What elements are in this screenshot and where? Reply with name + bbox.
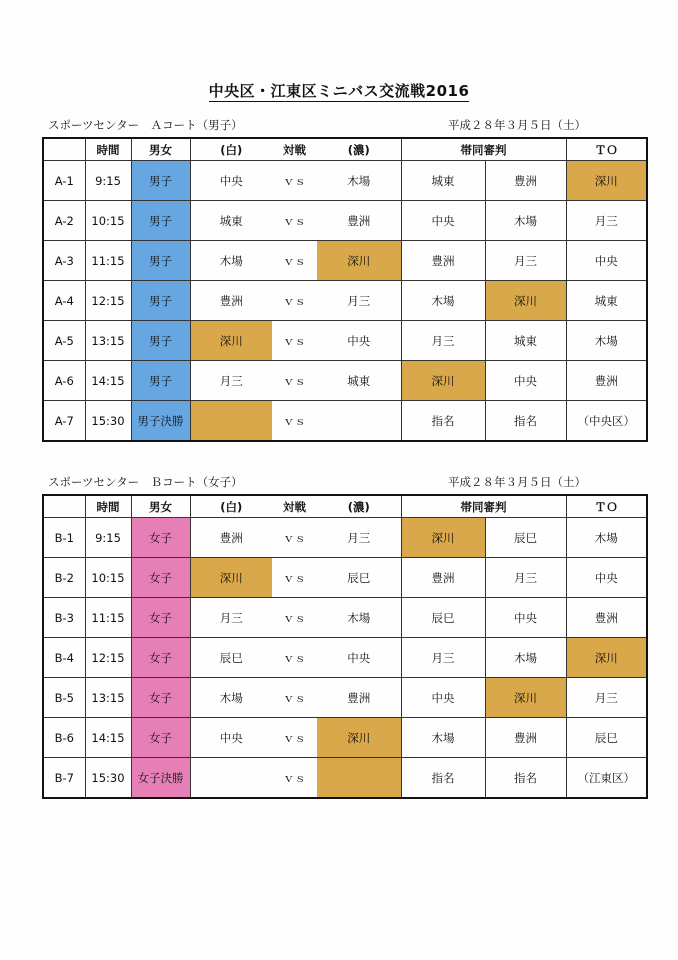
cell-referee-2: 指名	[485, 401, 566, 442]
cell-gender: 女子決勝	[131, 758, 190, 799]
cell-game-id: B-3	[43, 598, 85, 638]
cell-game-id: B-4	[43, 638, 85, 678]
cell-dark-team: 城東	[317, 361, 401, 401]
cell-referee-1: 深川	[401, 518, 485, 558]
cell-dark-team: 木場	[317, 598, 401, 638]
header-to: ＴＯ	[566, 138, 647, 161]
header-white: (白)	[190, 495, 272, 518]
schedule-table-b	[42, 494, 648, 799]
section-b-venue: スポーツセンター Ｂコート（女子）	[48, 475, 243, 489]
table-row	[43, 401, 647, 442]
cell-referee-2: 中央	[485, 361, 566, 401]
cell-to: 月三	[566, 201, 647, 241]
header-gender: 男女	[131, 495, 190, 518]
cell-gender: 男子	[131, 161, 190, 201]
cell-dark-team: 木場	[317, 161, 401, 201]
cell-time: 13:15	[85, 321, 131, 361]
table-header-row	[43, 138, 647, 161]
cell-to: 豊洲	[566, 598, 647, 638]
cell-vs: ｖｓ	[272, 241, 317, 281]
cell-gender: 女子	[131, 678, 190, 718]
cell-vs: ｖｓ	[272, 401, 317, 442]
cell-white-team: 中央	[190, 718, 272, 758]
cell-white-team: 豊洲	[190, 281, 272, 321]
cell-referee-2: 指名	[485, 758, 566, 799]
table-row	[43, 558, 647, 598]
cell-white-team: 城東	[190, 201, 272, 241]
cell-referee-1: 指名	[401, 401, 485, 442]
cell-game-id: B-6	[43, 718, 85, 758]
cell-dark-team: 深川	[317, 718, 401, 758]
table-header-row	[43, 495, 647, 518]
header-match: 対戦	[272, 495, 317, 518]
cell-time: 9:15	[85, 161, 131, 201]
table-row	[43, 321, 647, 361]
table-row	[43, 678, 647, 718]
cell-white-team	[190, 401, 272, 442]
cell-gender: 女子	[131, 518, 190, 558]
cell-referee-2: 中央	[485, 598, 566, 638]
cell-dark-team: 月三	[317, 281, 401, 321]
cell-referee-1: 月三	[401, 638, 485, 678]
cell-to: 豊洲	[566, 361, 647, 401]
cell-game-id: A-7	[43, 401, 85, 442]
cell-game-id: B-1	[43, 518, 85, 558]
cell-to: 辰巳	[566, 718, 647, 758]
header-dark: (濃)	[317, 138, 401, 161]
table-row	[43, 201, 647, 241]
header-white: (白)	[190, 138, 272, 161]
header-to: ＴＯ	[566, 495, 647, 518]
table-row	[43, 518, 647, 558]
cell-dark-team: 辰巳	[317, 558, 401, 598]
cell-time: 11:15	[85, 241, 131, 281]
cell-referee-2: 城東	[485, 321, 566, 361]
cell-time: 9:15	[85, 518, 131, 558]
cell-game-id: A-2	[43, 201, 85, 241]
cell-referee-1: 辰巳	[401, 598, 485, 638]
cell-vs: ｖｓ	[272, 718, 317, 758]
cell-game-id: B-7	[43, 758, 85, 799]
cell-referee-1: 豊洲	[401, 241, 485, 281]
header-dark: (濃)	[317, 495, 401, 518]
cell-vs: ｖｓ	[272, 678, 317, 718]
header-match: 対戦	[272, 138, 317, 161]
cell-time: 14:15	[85, 361, 131, 401]
table-row	[43, 598, 647, 638]
cell-white-team: 木場	[190, 241, 272, 281]
cell-to: （中央区）	[566, 401, 647, 442]
cell-vs: ｖｓ	[272, 161, 317, 201]
header-time: 時間	[85, 495, 131, 518]
schedule-table-a	[42, 137, 648, 442]
cell-gender: 男子	[131, 321, 190, 361]
header-referee: 帯同審判	[401, 138, 566, 161]
cell-time: 13:15	[85, 678, 131, 718]
cell-white-team: 豊洲	[190, 518, 272, 558]
table-row	[43, 161, 647, 201]
cell-referee-1: 豊洲	[401, 558, 485, 598]
cell-dark-team: 豊洲	[317, 678, 401, 718]
cell-vs: ｖｓ	[272, 281, 317, 321]
cell-to: 中央	[566, 558, 647, 598]
cell-to: 月三	[566, 678, 647, 718]
table-row	[43, 718, 647, 758]
cell-white-team: 深川	[190, 321, 272, 361]
cell-to: 木場	[566, 518, 647, 558]
cell-game-id: A-5	[43, 321, 85, 361]
cell-to: 中央	[566, 241, 647, 281]
cell-referee-1: 城東	[401, 161, 485, 201]
cell-referee-2: 木場	[485, 201, 566, 241]
cell-referee-2: 深川	[485, 281, 566, 321]
cell-game-id: A-1	[43, 161, 85, 201]
cell-referee-1: 中央	[401, 201, 485, 241]
table-row	[43, 758, 647, 799]
cell-referee-2: 豊洲	[485, 161, 566, 201]
table-row	[43, 241, 647, 281]
cell-referee-2: 月三	[485, 241, 566, 281]
cell-white-team: 辰巳	[190, 638, 272, 678]
cell-gender: 女子	[131, 638, 190, 678]
cell-game-id: A-6	[43, 361, 85, 401]
cell-dark-team: 深川	[317, 241, 401, 281]
cell-referee-2: 豊洲	[485, 718, 566, 758]
cell-time: 10:15	[85, 201, 131, 241]
cell-white-team: 中央	[190, 161, 272, 201]
cell-referee-2: 木場	[485, 638, 566, 678]
cell-referee-2: 深川	[485, 678, 566, 718]
cell-dark-team: 月三	[317, 518, 401, 558]
cell-referee-2: 辰巳	[485, 518, 566, 558]
cell-referee-1: 深川	[401, 361, 485, 401]
cell-game-id: B-2	[43, 558, 85, 598]
header-id	[43, 138, 85, 161]
cell-time: 12:15	[85, 638, 131, 678]
cell-to: （江東区）	[566, 758, 647, 799]
cell-vs: ｖｓ	[272, 321, 317, 361]
cell-vs: ｖｓ	[272, 201, 317, 241]
cell-vs: ｖｓ	[272, 518, 317, 558]
cell-gender: 男子	[131, 281, 190, 321]
cell-referee-1: 月三	[401, 321, 485, 361]
header-gender: 男女	[131, 138, 190, 161]
cell-gender: 女子	[131, 598, 190, 638]
cell-time: 15:30	[85, 758, 131, 799]
table-row	[43, 361, 647, 401]
cell-referee-1: 木場	[401, 281, 485, 321]
cell-gender: 女子	[131, 558, 190, 598]
cell-gender: 男子	[131, 361, 190, 401]
cell-vs: ｖｓ	[272, 558, 317, 598]
cell-dark-team: 中央	[317, 321, 401, 361]
cell-vs: ｖｓ	[272, 758, 317, 799]
cell-vs: ｖｓ	[272, 361, 317, 401]
cell-game-id: B-5	[43, 678, 85, 718]
cell-gender: 男子	[131, 241, 190, 281]
cell-white-team: 深川	[190, 558, 272, 598]
cell-to: 城東	[566, 281, 647, 321]
section-a-date: 平成２８年３月５日（土）	[448, 118, 586, 132]
cell-dark-team: 中央	[317, 638, 401, 678]
cell-dark-team: 豊洲	[317, 201, 401, 241]
cell-gender: 男子	[131, 201, 190, 241]
cell-white-team: 月三	[190, 598, 272, 638]
section-a-venue: スポーツセンター Ａコート（男子）	[48, 118, 243, 132]
cell-time: 14:15	[85, 718, 131, 758]
cell-time: 12:15	[85, 281, 131, 321]
header-id	[43, 495, 85, 518]
cell-white-team	[190, 758, 272, 799]
header-time: 時間	[85, 138, 131, 161]
cell-vs: ｖｓ	[272, 598, 317, 638]
cell-to: 木場	[566, 321, 647, 361]
cell-gender: 男子決勝	[131, 401, 190, 442]
cell-game-id: A-3	[43, 241, 85, 281]
header-referee: 帯同審判	[401, 495, 566, 518]
cell-referee-1: 指名	[401, 758, 485, 799]
cell-to: 深川	[566, 638, 647, 678]
cell-referee-1: 中央	[401, 678, 485, 718]
cell-gender: 女子	[131, 718, 190, 758]
cell-white-team: 木場	[190, 678, 272, 718]
cell-time: 15:30	[85, 401, 131, 442]
cell-referee-2: 月三	[485, 558, 566, 598]
cell-referee-1: 木場	[401, 718, 485, 758]
cell-time: 10:15	[85, 558, 131, 598]
cell-dark-team	[317, 758, 401, 799]
cell-white-team: 月三	[190, 361, 272, 401]
cell-time: 11:15	[85, 598, 131, 638]
cell-vs: ｖｓ	[272, 638, 317, 678]
cell-game-id: A-4	[43, 281, 85, 321]
table-row	[43, 281, 647, 321]
section-b-date: 平成２８年３月５日（土）	[448, 475, 586, 489]
cell-dark-team	[317, 401, 401, 442]
page-title: 中央区・江東区ミニバス交流戦2016	[208, 82, 470, 100]
cell-to: 深川	[566, 161, 647, 201]
table-row	[43, 638, 647, 678]
